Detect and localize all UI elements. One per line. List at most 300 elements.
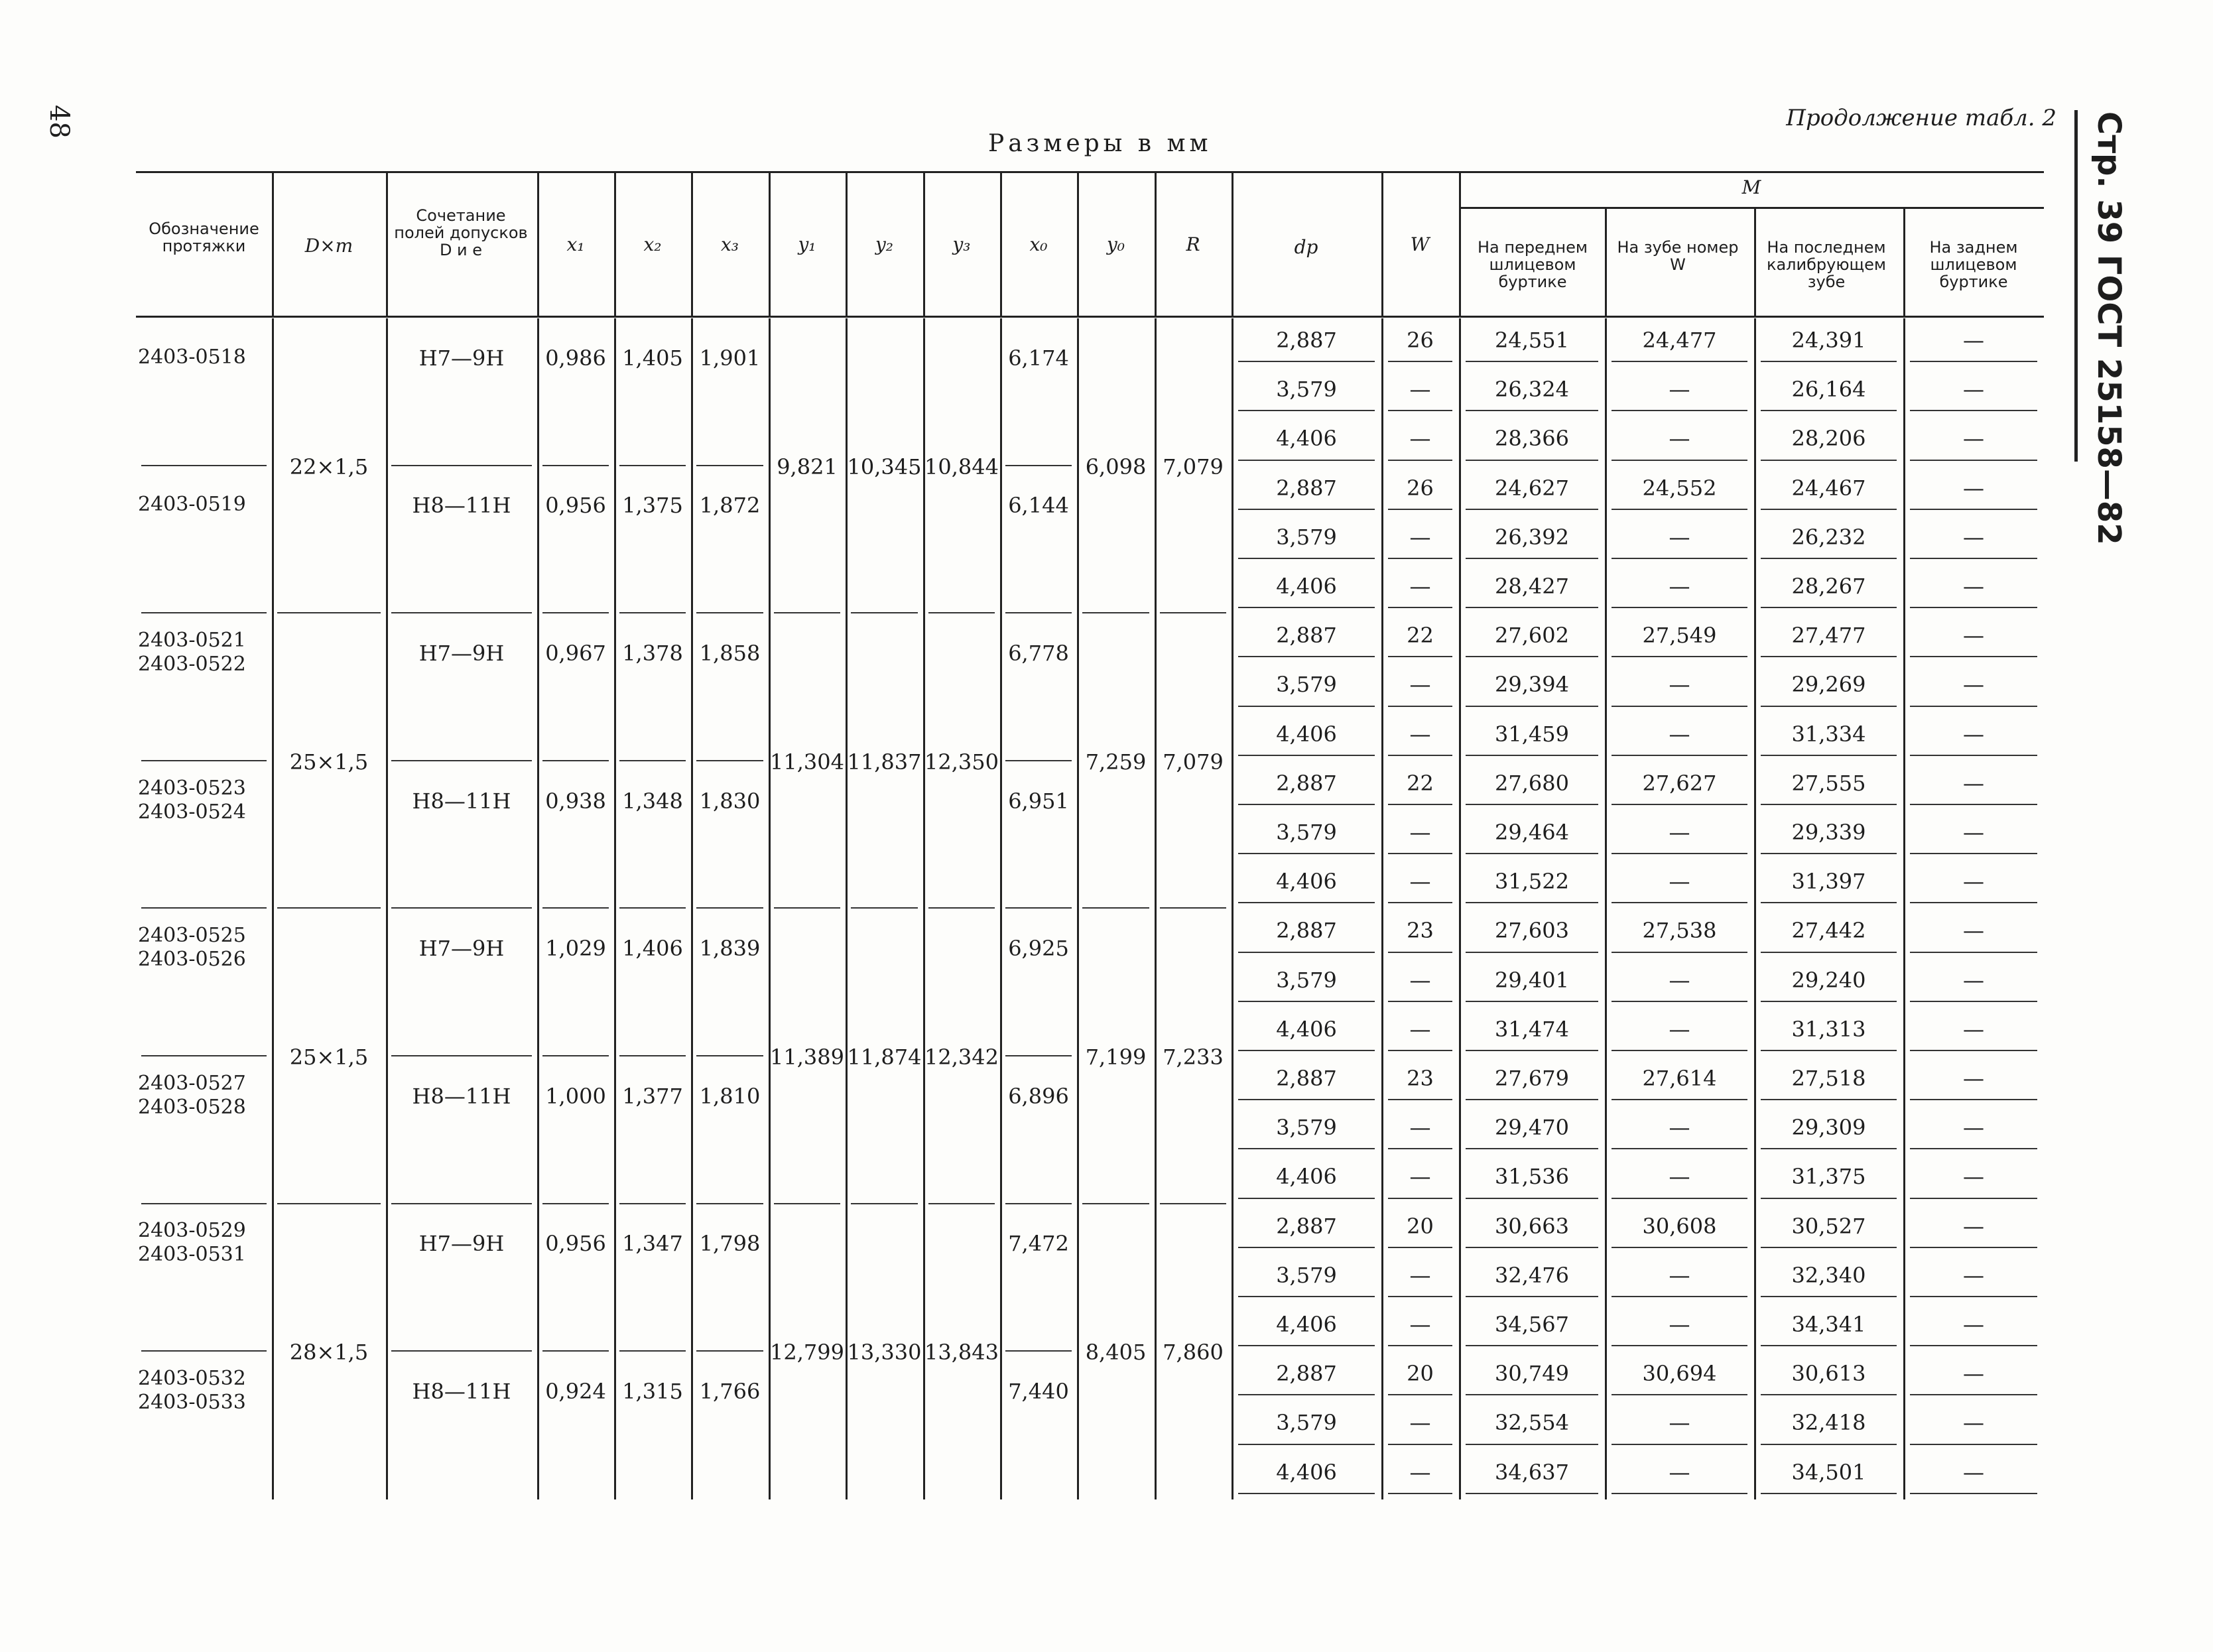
row-rule xyxy=(1466,1099,1598,1100)
dp-cell: 4,406 xyxy=(1276,426,1337,452)
row-rule xyxy=(1238,656,1375,657)
header-col-divider xyxy=(691,171,693,316)
m-back-cell: — xyxy=(1963,721,1984,747)
subgroup-x1-cell: 0,986 xyxy=(545,345,606,371)
row-rule xyxy=(1910,1001,2037,1002)
subgroup-rule xyxy=(141,1350,267,1352)
row-rule xyxy=(1761,558,1897,559)
w-cell: — xyxy=(1409,967,1431,993)
m-back-cell: — xyxy=(1963,1410,1984,1436)
row-rule xyxy=(1466,706,1598,707)
row-rule xyxy=(1910,1345,2037,1346)
designation-code: 2403-0523 xyxy=(138,776,246,800)
table-continuation: Продолжение табл. 2 xyxy=(1786,105,2056,131)
designation-code: 2403-0527 xyxy=(138,1071,246,1095)
page-number: 48 xyxy=(44,105,74,139)
subgroup-rule xyxy=(696,760,763,761)
group-rule xyxy=(542,612,609,613)
row-rule xyxy=(1238,706,1375,707)
subgroup-rule xyxy=(1005,465,1072,466)
header-x1: x₁ xyxy=(566,233,585,255)
header-col-divider xyxy=(1000,171,1002,316)
row-rule xyxy=(1238,1099,1375,1100)
m-tooth-cell: — xyxy=(1669,1312,1690,1337)
header-col-divider xyxy=(1155,171,1157,316)
m-last-cell: 32,340 xyxy=(1791,1262,1866,1288)
subgroup-x3-cell: 1,872 xyxy=(699,493,761,519)
header-col-divider xyxy=(614,171,616,316)
subgroup-x2-cell: 1,347 xyxy=(622,1231,683,1257)
subgroup-x2-cell: 1,315 xyxy=(622,1379,683,1404)
row-rule xyxy=(1761,1148,1897,1149)
row-rule xyxy=(1466,1148,1598,1149)
dp-cell: 2,887 xyxy=(1276,475,1337,501)
subgroup-fit-cell: H7—9H xyxy=(418,1231,505,1257)
m-back-cell: — xyxy=(1963,1164,1984,1190)
group-rule xyxy=(277,612,381,613)
w-cell: — xyxy=(1409,524,1431,550)
row-rule xyxy=(1612,853,1747,854)
group-dxm-cell: 25×1,5 xyxy=(289,749,369,775)
row-rule xyxy=(1761,1001,1897,1002)
row-rule xyxy=(1466,902,1598,903)
m-back-cell: — xyxy=(1963,1262,1984,1288)
subgroup-rule xyxy=(391,760,532,761)
subgroup-x3-cell: 1,901 xyxy=(699,345,761,371)
m-last-cell: 32,418 xyxy=(1791,1410,1866,1436)
m-front-cell: 24,551 xyxy=(1495,328,1569,353)
m-back-cell: — xyxy=(1963,574,1984,599)
group-rule xyxy=(1160,612,1226,613)
group-rule xyxy=(1160,907,1226,909)
m-tooth-cell: — xyxy=(1669,1410,1690,1436)
header-bottom-rule xyxy=(136,316,2044,318)
group-rule xyxy=(391,1203,532,1204)
m-back-cell: — xyxy=(1963,1066,1984,1091)
m-front-cell: 29,464 xyxy=(1495,820,1569,845)
subgroup-rule xyxy=(696,1055,763,1056)
row-rule xyxy=(1466,558,1598,559)
m-last-cell: 26,232 xyxy=(1791,524,1866,550)
group-rule xyxy=(696,612,763,613)
subgroup-x1-cell: 0,956 xyxy=(545,493,606,519)
row-rule xyxy=(1910,607,2037,608)
subgroup-rule xyxy=(141,760,267,761)
row-rule xyxy=(1761,1198,1897,1199)
designation-code: 2403-0524 xyxy=(138,800,246,824)
dp-cell: 3,579 xyxy=(1276,820,1337,845)
row-rule xyxy=(1910,804,2037,805)
m-last-cell: 30,527 xyxy=(1791,1213,1866,1239)
group-rule xyxy=(391,907,532,909)
group-rule xyxy=(928,612,995,613)
group-rule xyxy=(774,1203,840,1204)
row-rule xyxy=(1238,902,1375,903)
group-rule xyxy=(542,907,609,909)
row-rule xyxy=(1612,509,1747,510)
m-front-cell: 29,470 xyxy=(1495,1115,1569,1141)
m-back-cell: — xyxy=(1963,328,1984,353)
designation-code: 2403-0519 xyxy=(138,493,246,517)
subgroup-fit-cell: H8—11H xyxy=(412,493,511,519)
header-y1: y₁ xyxy=(798,233,816,255)
m-last-cell: 31,375 xyxy=(1791,1164,1866,1190)
body-col-divider xyxy=(1155,318,1157,1499)
row-rule xyxy=(1466,410,1598,411)
subgroup-rule xyxy=(696,465,763,466)
row-rule xyxy=(1388,1099,1452,1100)
dp-cell: 4,406 xyxy=(1276,721,1337,747)
group-rule xyxy=(774,907,840,909)
m-front-cell: 29,401 xyxy=(1495,967,1569,993)
row-rule xyxy=(1761,1493,1897,1494)
m-header-rule xyxy=(1459,207,2044,209)
row-rule xyxy=(1761,853,1897,854)
group-rule xyxy=(851,1203,918,1204)
row-rule xyxy=(1910,853,2037,854)
m-last-cell: 30,613 xyxy=(1791,1361,1866,1387)
subgroup-rule xyxy=(619,760,686,761)
m-front-cell: 30,663 xyxy=(1495,1213,1569,1239)
header-col-divider xyxy=(537,171,539,316)
group-r-cell: 7,860 xyxy=(1163,1340,1224,1366)
row-rule xyxy=(1761,1394,1897,1395)
m-back-cell: — xyxy=(1963,770,1984,796)
subgroup-x0-cell: 6,951 xyxy=(1008,788,1069,814)
header-m-last: На последнем калибрующем зубе xyxy=(1766,238,1887,291)
side-title: Стр. 39 ГОСТ 25158—82 xyxy=(2090,111,2127,545)
designation-code: 2403-0518 xyxy=(138,345,246,369)
row-rule xyxy=(1238,1050,1375,1051)
group-rule xyxy=(696,907,763,909)
w-cell: — xyxy=(1409,820,1431,845)
subgroup-rule xyxy=(542,1055,609,1056)
m-last-cell: 29,339 xyxy=(1791,820,1866,845)
m-back-cell: — xyxy=(1963,1361,1984,1387)
dp-cell: 2,887 xyxy=(1276,1361,1337,1387)
group-r-cell: 7,079 xyxy=(1163,749,1224,775)
row-rule xyxy=(1388,804,1452,805)
m-front-cell: 26,324 xyxy=(1495,377,1569,403)
designation-code: 2403-0525 xyxy=(138,924,246,948)
row-rule xyxy=(1612,656,1747,657)
row-rule xyxy=(1910,1247,2037,1248)
row-rule xyxy=(1612,1148,1747,1149)
dp-cell: 3,579 xyxy=(1276,1410,1337,1436)
m-back-cell: — xyxy=(1963,672,1984,698)
dp-cell: 2,887 xyxy=(1276,1066,1337,1091)
m-last-cell: 28,206 xyxy=(1791,426,1866,452)
header-dxm: D×m xyxy=(304,235,353,257)
designation-code: 2403-0533 xyxy=(138,1391,246,1414)
subgroup-rule xyxy=(391,1055,532,1056)
subgroup-x0-cell: 6,144 xyxy=(1008,493,1069,519)
row-rule xyxy=(1612,460,1747,461)
group-rule xyxy=(1005,1203,1072,1204)
row-rule xyxy=(1910,1493,2037,1494)
header-dp: dp xyxy=(1294,236,1318,258)
w-cell: — xyxy=(1409,869,1431,895)
group-rule xyxy=(619,907,686,909)
row-rule xyxy=(1388,558,1452,559)
w-cell: 26 xyxy=(1407,328,1434,353)
group-rule xyxy=(1005,907,1072,909)
row-rule xyxy=(1238,607,1375,608)
row-rule xyxy=(1238,853,1375,854)
row-rule xyxy=(1761,1099,1897,1100)
row-rule xyxy=(1910,1394,2037,1395)
row-rule xyxy=(1761,656,1897,657)
header-col-divider xyxy=(1232,171,1233,316)
m-last-cell: 26,164 xyxy=(1791,377,1866,403)
m-front-cell: 32,476 xyxy=(1495,1262,1569,1288)
header-y0: y₀ xyxy=(1106,233,1125,255)
m-front-cell: 34,567 xyxy=(1495,1312,1569,1337)
header-col-divider xyxy=(769,171,771,316)
group-rule xyxy=(277,1203,381,1204)
row-rule xyxy=(1388,952,1452,953)
row-rule xyxy=(1466,952,1598,953)
row-rule xyxy=(1238,460,1375,461)
m-back-cell: — xyxy=(1963,820,1984,845)
m-tooth-cell: — xyxy=(1669,1164,1690,1190)
subgroup-rule xyxy=(619,1350,686,1352)
w-cell: — xyxy=(1409,1312,1431,1337)
subgroup-rule xyxy=(1005,760,1072,761)
header-x3: x₃ xyxy=(720,233,739,255)
m-tooth-cell: 27,614 xyxy=(1642,1066,1717,1091)
m-last-cell: 29,269 xyxy=(1791,672,1866,698)
subgroup-x0-cell: 6,778 xyxy=(1008,641,1069,666)
row-rule xyxy=(1238,755,1375,756)
row-rule xyxy=(1388,1296,1452,1297)
body-col-divider xyxy=(769,318,771,1499)
row-rule xyxy=(1761,804,1897,805)
m-front-cell: 28,366 xyxy=(1495,426,1569,452)
row-rule xyxy=(1388,1198,1452,1199)
header-x2: x₂ xyxy=(643,233,662,255)
row-rule xyxy=(1238,1493,1375,1494)
m-tooth-cell: — xyxy=(1669,672,1690,698)
group-dxm-cell: 25×1,5 xyxy=(289,1045,369,1070)
group-rule xyxy=(619,1203,686,1204)
row-rule xyxy=(1388,853,1452,854)
row-rule xyxy=(1761,706,1897,707)
subgroup-fit-cell: H8—11H xyxy=(412,1083,511,1109)
row-rule xyxy=(1761,460,1897,461)
subgroup-x3-cell: 1,830 xyxy=(699,788,761,814)
row-rule xyxy=(1761,1345,1897,1346)
row-rule xyxy=(1238,361,1375,362)
row-rule xyxy=(1910,656,2037,657)
subgroup-fit-cell: H8—11H xyxy=(412,1379,511,1404)
m-last-cell: 34,341 xyxy=(1791,1312,1866,1337)
m-front-cell: 24,627 xyxy=(1495,475,1569,501)
dp-cell: 4,406 xyxy=(1276,869,1337,895)
row-rule xyxy=(1238,804,1375,805)
subgroup-fit-cell: H7—9H xyxy=(418,641,505,666)
row-rule xyxy=(1910,1198,2037,1199)
group-y2-cell: 11,837 xyxy=(847,749,922,775)
row-rule xyxy=(1612,1345,1747,1346)
group-dxm-cell: 28×1,5 xyxy=(289,1340,369,1366)
subgroup-x1-cell: 1,029 xyxy=(545,936,606,962)
m-front-cell: 27,602 xyxy=(1495,623,1569,649)
group-y0-cell: 6,098 xyxy=(1085,454,1147,479)
m-last-cell: 28,267 xyxy=(1791,574,1866,599)
row-rule xyxy=(1238,410,1375,411)
group-rule xyxy=(774,612,840,613)
row-rule xyxy=(1612,1394,1747,1395)
group-y3-cell: 13,843 xyxy=(924,1340,999,1366)
group-rule xyxy=(141,612,267,613)
m-front-cell: 34,637 xyxy=(1495,1459,1569,1485)
m-front-cell: 27,603 xyxy=(1495,918,1569,944)
subgroup-x1-cell: 0,967 xyxy=(545,641,606,666)
row-rule xyxy=(1612,1444,1747,1445)
row-rule xyxy=(1761,1247,1897,1248)
row-rule xyxy=(1910,1296,2037,1297)
group-r-cell: 7,079 xyxy=(1163,454,1224,479)
row-rule xyxy=(1466,460,1598,461)
group-y0-cell: 7,199 xyxy=(1085,1045,1147,1070)
subgroup-x3-cell: 1,766 xyxy=(699,1379,761,1404)
row-rule xyxy=(1388,1148,1452,1149)
subgroup-rule xyxy=(1005,1350,1072,1352)
w-cell: 20 xyxy=(1407,1213,1434,1239)
group-rule xyxy=(391,612,532,613)
header-col-divider xyxy=(1077,171,1079,316)
subgroup-fit-cell: H7—9H xyxy=(418,345,505,371)
group-y0-cell: 7,259 xyxy=(1085,749,1147,775)
header-col-divider xyxy=(272,171,274,316)
header-x0: x₀ xyxy=(1029,233,1048,255)
row-rule xyxy=(1238,1444,1375,1445)
subgroup-x1-cell: 1,000 xyxy=(545,1083,606,1109)
group-y1-cell: 12,799 xyxy=(770,1340,844,1366)
header-m-back: На заднем шлицевом буртике xyxy=(1929,238,2018,291)
m-last-cell: 27,442 xyxy=(1791,918,1866,944)
group-y3-cell: 12,342 xyxy=(924,1045,999,1070)
row-rule xyxy=(1761,607,1897,608)
subgroup-x0-cell: 7,472 xyxy=(1008,1231,1069,1257)
m-front-cell: 29,394 xyxy=(1495,672,1569,698)
row-rule xyxy=(1910,1148,2037,1149)
row-rule xyxy=(1466,755,1598,756)
subgroup-fit-cell: H7—9H xyxy=(418,936,505,962)
row-rule xyxy=(1612,1001,1747,1002)
row-rule xyxy=(1761,1296,1897,1297)
header-col-divider xyxy=(386,171,388,316)
subgroup-x2-cell: 1,405 xyxy=(622,345,683,371)
row-rule xyxy=(1612,706,1747,707)
m-back-cell: — xyxy=(1963,1459,1984,1485)
m-last-cell: 31,334 xyxy=(1791,721,1866,747)
m-last-cell: 34,501 xyxy=(1791,1459,1866,1485)
body-col-divider xyxy=(1077,318,1079,1499)
dp-cell: 3,579 xyxy=(1276,1262,1337,1288)
m-tooth-cell: — xyxy=(1669,1016,1690,1042)
row-rule xyxy=(1466,1345,1598,1346)
m-back-cell: — xyxy=(1963,869,1984,895)
row-rule xyxy=(1238,1247,1375,1248)
row-rule xyxy=(1612,952,1747,953)
m-tooth-cell: — xyxy=(1669,1262,1690,1288)
m-tooth-cell: — xyxy=(1669,524,1690,550)
row-rule xyxy=(1761,410,1897,411)
group-rule xyxy=(851,907,918,909)
dp-cell: 3,579 xyxy=(1276,1115,1337,1141)
row-rule xyxy=(1466,1247,1598,1248)
m-back-cell: — xyxy=(1963,475,1984,501)
row-rule xyxy=(1388,509,1452,510)
m-tooth-cell: — xyxy=(1669,967,1690,993)
subgroup-x0-cell: 6,896 xyxy=(1008,1083,1069,1109)
group-y3-cell: 12,350 xyxy=(924,749,999,775)
row-rule xyxy=(1910,361,2037,362)
row-rule xyxy=(1238,558,1375,559)
subgroup-x3-cell: 1,810 xyxy=(699,1083,761,1109)
m-front-cell: 27,679 xyxy=(1495,1066,1569,1091)
header-m-front: На переднем шлицевом буртике xyxy=(1478,238,1588,291)
row-rule xyxy=(1388,656,1452,657)
header-col-divider xyxy=(846,171,848,316)
row-rule xyxy=(1761,1050,1897,1051)
row-rule xyxy=(1612,1099,1747,1100)
group-rule xyxy=(619,612,686,613)
row-rule xyxy=(1612,1247,1747,1248)
m-front-cell: 31,474 xyxy=(1495,1016,1569,1042)
header-m: M xyxy=(1741,176,1761,198)
row-rule xyxy=(1238,509,1375,510)
group-rule xyxy=(851,612,918,613)
m-front-cell: 31,522 xyxy=(1495,869,1569,895)
row-rule xyxy=(1910,755,2037,756)
w-cell: — xyxy=(1409,1410,1431,1436)
row-rule xyxy=(1910,1050,2037,1051)
m-last-cell: 27,555 xyxy=(1791,770,1866,796)
m-tooth-cell: 27,538 xyxy=(1642,918,1717,944)
group-rule xyxy=(542,1203,609,1204)
header-col-divider xyxy=(1754,207,1756,316)
group-rule xyxy=(1160,1203,1226,1204)
subgroup-x3-cell: 1,798 xyxy=(699,1231,761,1257)
row-rule xyxy=(1388,460,1452,461)
group-rule xyxy=(928,1203,995,1204)
m-tooth-cell: — xyxy=(1669,1115,1690,1141)
m-back-cell: — xyxy=(1963,623,1984,649)
row-rule xyxy=(1761,1444,1897,1445)
group-rule xyxy=(141,1203,267,1204)
row-rule xyxy=(1238,1198,1375,1199)
row-rule xyxy=(1612,558,1747,559)
row-rule xyxy=(1238,1394,1375,1395)
w-cell: 23 xyxy=(1407,1066,1434,1091)
row-rule xyxy=(1910,952,2037,953)
units-caption: Размеры в мм xyxy=(988,130,1212,157)
m-tooth-cell: — xyxy=(1669,574,1690,599)
subgroup-x1-cell: 0,924 xyxy=(545,1379,606,1404)
row-rule xyxy=(1238,1001,1375,1002)
subgroup-x2-cell: 1,375 xyxy=(622,493,683,519)
m-front-cell: 32,554 xyxy=(1495,1410,1569,1436)
row-rule xyxy=(1612,607,1747,608)
header-designation: Обозначение протяжки xyxy=(149,220,259,255)
m-back-cell: — xyxy=(1963,1213,1984,1239)
row-rule xyxy=(1466,853,1598,854)
m-last-cell: 31,397 xyxy=(1791,869,1866,895)
m-tooth-cell: — xyxy=(1669,820,1690,845)
